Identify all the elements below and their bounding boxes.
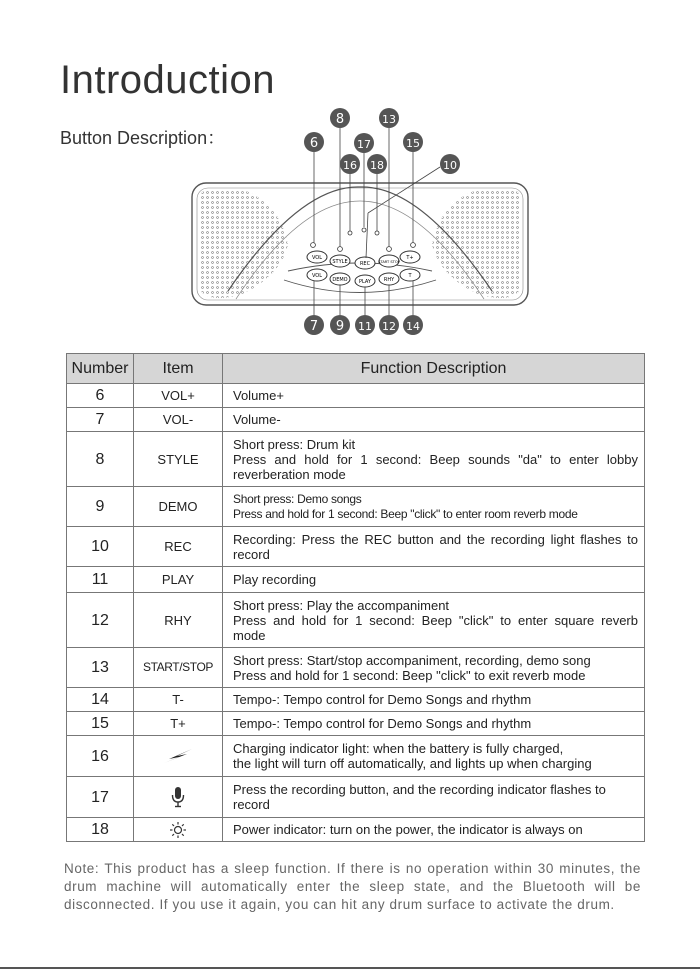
row-description <box>223 527 645 567</box>
row-item: T+ <box>134 712 223 736</box>
table-row <box>67 818 645 842</box>
svg-text:10: 10 <box>443 159 457 172</box>
panel-button-style <box>330 255 350 267</box>
panel-button-rhy <box>379 273 399 285</box>
row-description <box>223 648 645 688</box>
row-number: 17 <box>67 777 134 818</box>
row-item: T- <box>134 688 223 712</box>
footer-divider <box>0 967 700 969</box>
button-function-table <box>66 353 645 842</box>
row-description <box>223 818 645 842</box>
row-description <box>223 567 645 593</box>
row-item: VOL- <box>134 408 223 432</box>
svg-text:T+: T+ <box>406 255 414 261</box>
table-row <box>67 648 645 688</box>
table-row <box>67 527 645 567</box>
row-description <box>223 688 645 712</box>
table-header-row <box>67 354 645 384</box>
svg-text:11: 11 <box>358 320 372 333</box>
page-title: Introduction <box>60 58 276 102</box>
table-row <box>67 384 645 408</box>
svg-text:STYLE: STYLE <box>332 259 348 265</box>
svg-text:18: 18 <box>370 159 384 172</box>
panel-button-rec <box>355 257 375 269</box>
svg-text:DEMO: DEMO <box>332 277 348 283</box>
row-description <box>223 408 645 432</box>
sleep-function-note: Note: This product has a sleep function. If there is no operation within 30 minutes, the drum machine will automatically enter the sleep state, and the Bluetooth will be disconnected. If you use it again, you can hit any drum surface to activate the drum. <box>64 861 641 912</box>
description-line: Recording: Press the REC button and the recording light flashes to record <box>233 531 638 562</box>
row-description <box>223 432 645 487</box>
table-row <box>67 487 645 527</box>
row-number: 18 <box>67 818 134 842</box>
description-line: Short press: Drum kit <box>233 436 356 452</box>
callout-13 <box>379 108 399 128</box>
callout-10 <box>440 154 460 174</box>
row-item: REC <box>134 527 223 567</box>
callout-16 <box>340 154 360 174</box>
svg-text:RHY: RHY <box>383 277 395 283</box>
panel-button-play <box>355 275 375 287</box>
sun-icon <box>169 821 187 839</box>
description-line: Charging indicator light: when the battery is fully charged, <box>233 741 564 756</box>
svg-text:PLAY: PLAY <box>358 279 372 285</box>
svg-text:VOL: VOL <box>311 255 323 261</box>
panel-button-demo <box>330 273 350 285</box>
description-line: Short press: Play the accompaniment <box>233 597 450 613</box>
description-line: Volume+ <box>233 388 284 403</box>
description-line: Short press: Demo songs <box>233 491 362 506</box>
row-number: 6 <box>67 384 134 408</box>
callout-8 <box>330 108 350 128</box>
row-item: STYLE <box>134 432 223 487</box>
row-number: 14 <box>67 688 134 712</box>
row-number: 9 <box>67 487 134 527</box>
row-number: 10 <box>67 527 134 567</box>
row-item: DEMO <box>134 487 223 527</box>
callout-14 <box>403 315 423 335</box>
row-item: PLAY <box>134 567 223 593</box>
svg-text:START STOP: START STOP <box>378 260 400 264</box>
table-row <box>67 688 645 712</box>
row-item-icon-cell <box>134 818 223 842</box>
description-line: Press and hold for 1 second: Beep "click" to enter room reverb mode <box>233 506 578 521</box>
row-item-icon-cell <box>134 736 223 777</box>
svg-text:T: T <box>408 273 412 279</box>
section-subtitle: Button Description： <box>60 128 226 148</box>
svg-text:6: 6 <box>309 136 319 151</box>
description-line: Tempo-: Tempo control for Demo Songs and rhythm <box>233 692 532 707</box>
callout-7 <box>304 315 324 335</box>
table-row <box>67 593 645 648</box>
callout-9 <box>330 315 350 335</box>
drum-machine-diagram <box>180 105 540 340</box>
row-description <box>223 487 645 527</box>
row-description <box>223 777 645 818</box>
callout-17 <box>354 133 374 153</box>
callout-6 <box>304 132 324 152</box>
callout-15 <box>403 132 423 152</box>
header-item: Item <box>134 354 223 384</box>
svg-text:12: 12 <box>382 320 396 333</box>
svg-text:14: 14 <box>406 320 420 333</box>
row-number: 8 <box>67 432 134 487</box>
svg-text:15: 15 <box>406 137 420 150</box>
panel-button-vol-plus <box>307 251 327 263</box>
row-item: VOL+ <box>134 384 223 408</box>
svg-text:7: 7 <box>309 319 319 334</box>
row-description <box>223 593 645 648</box>
description-line: Play recording <box>233 572 317 587</box>
row-description <box>223 736 645 777</box>
row-item: START/STOP <box>134 648 223 688</box>
row-number: 11 <box>67 567 134 593</box>
row-number: 16 <box>67 736 134 777</box>
lightning-icon <box>161 747 195 765</box>
panel-button-t-plus <box>400 251 420 263</box>
description-line: Press the recording button, and the recording indicator flashes to record <box>233 782 606 812</box>
description-line: Press and hold for 1 second: Beep "click" to enter square reverb mode <box>233 612 638 643</box>
microphone-icon <box>170 786 186 808</box>
table-row <box>67 736 645 777</box>
table-row <box>67 408 645 432</box>
svg-text:16: 16 <box>343 159 357 172</box>
description-line: Tempo-: Tempo control for Demo Songs and rhythm <box>233 716 532 731</box>
description-line: Press and hold for 1 second: Beep "click" to exit reverb mode <box>233 667 586 683</box>
svg-text:REC: REC <box>359 261 371 267</box>
description-line: Press and hold for 1 second: Beep sounds "da" to enter lobby reverberation mode <box>233 451 638 482</box>
row-item-icon-cell <box>134 777 223 818</box>
row-number: 7 <box>67 408 134 432</box>
header-function-description: Function Description <box>223 354 645 384</box>
table-row <box>67 432 645 487</box>
description-line: the light will turn off automatically, and lights up when charging <box>233 756 592 771</box>
callout-12 <box>379 315 399 335</box>
panel-button-t-minus <box>400 269 420 281</box>
table-row <box>67 777 645 818</box>
svg-text:17: 17 <box>357 138 371 151</box>
description-line: Volume- <box>233 412 281 427</box>
table-row <box>67 567 645 593</box>
callout-18 <box>367 154 387 174</box>
description-line: Power indicator: turn on the power, the indicator is always on <box>233 822 583 837</box>
row-item: RHY <box>134 593 223 648</box>
table-row <box>67 712 645 736</box>
row-number: 15 <box>67 712 134 736</box>
row-description <box>223 384 645 408</box>
description-line: Short press: Start/stop accompaniment, recording, demo song <box>233 652 591 668</box>
header-number: Number <box>67 354 134 384</box>
svg-text:VOL: VOL <box>311 273 323 279</box>
callout-11 <box>355 315 375 335</box>
svg-text:13: 13 <box>382 113 396 126</box>
svg-text:8: 8 <box>335 112 345 127</box>
row-number: 12 <box>67 593 134 648</box>
row-description <box>223 712 645 736</box>
svg-text:9: 9 <box>335 319 345 334</box>
panel-button-vol-minus <box>307 269 327 281</box>
row-number: 13 <box>67 648 134 688</box>
